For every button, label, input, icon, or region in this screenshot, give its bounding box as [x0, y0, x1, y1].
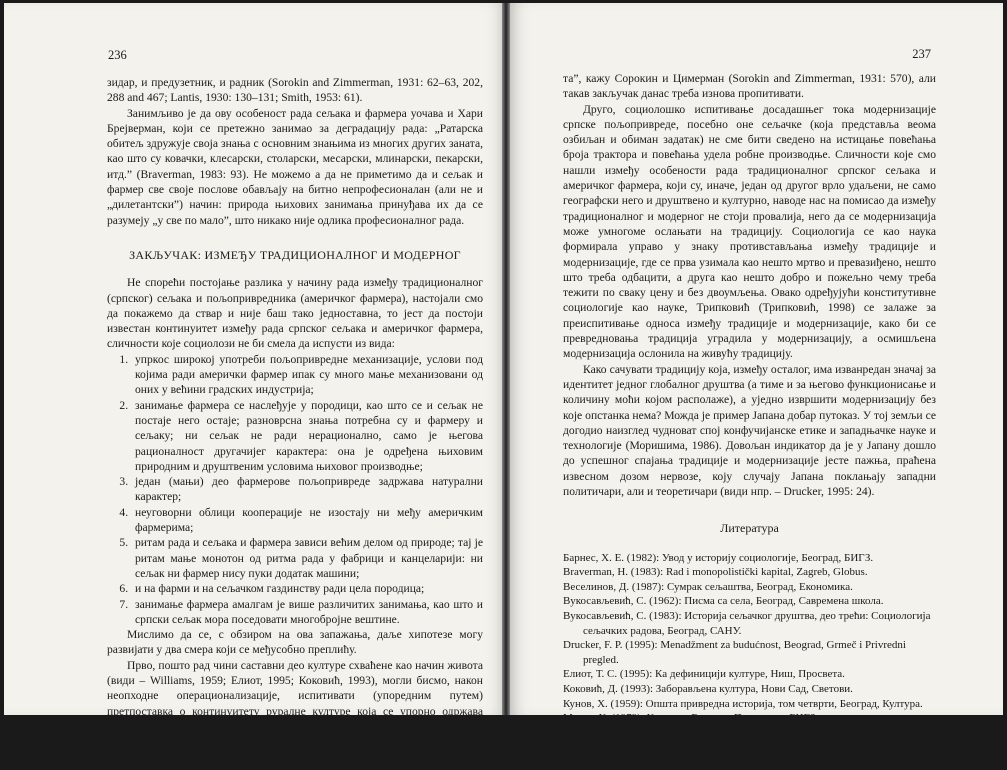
bibliography-entry: Милошевић, Б. (1997): Умеће рада, Нови Сад, Филозофски факултет. — [563, 741, 887, 754]
list-item: 7. занимање фармера амалгам је више различитих занимања, као што и српски сељак мора поседовати многобројне вештине. — [131, 597, 483, 628]
list-item: 4. неуговорни облици кооперације не изостају ни међу америчким фармерима; — [131, 505, 483, 536]
bibliography-entry: Вукосављевић, С. (1962): Писма са села, Београд, Савремена школа. — [563, 595, 884, 608]
list-item: 3. један (мањи) део фармерове пољопривреде задржава натурални карактер; — [131, 474, 483, 505]
paragraph: Мислимо да се, с обзиром на ова запажања, даље хипотезе могу развијати у два смера који се међусобно преплићу. — [107, 628, 483, 657]
paragraph: Како сачувати традицију која, између осталог, има изванредан значај за идентитет једног глобалног друштва (а тиме и за његово функционисање и количину моћи којом располаже), а уједно извршити модернизацију без које опстанка нема? Можда је пример Јапана добар путоказ. У тој земљи се догодио наизглед чудноват спој конфучијанске етике и западњачке науке и технологије (Моришима, 1986). Довољан индикатор да је у Јапану дошло до успешног спајања традиције и модернизације јесте пажња, праћена извесном дозом нервозе, коју случају Јапана поклањају западни политичари, али и теоретичари (види нпр. – Drucker, 1995: 24). — [563, 362, 936, 499]
right-page-text — [563, 71, 936, 770]
bibliography — [563, 551, 936, 770]
bibliography-entry: Мирковић, М. (1952): Сељаци у капитализму, Загреб, Матица хрватска. — [563, 755, 898, 768]
list-item: 5. ритам рада и сељака и фармера зависи већим делом од природе; тај је ритам мање монотон од ритма рада у фабрици и канцеларији: ни сељак ни фармер нису пуки додатак машини; — [131, 535, 483, 581]
page-number-right: 237 — [912, 47, 931, 61]
paragraph: Прво, пошто рад чини саставни део културе схваћене као начин живота (види – Williams, 1959; Елиот, 1995; Коковић, 1993), могли бисмо, након неопходне операционализације, испитивати (упоредним путем) претпоставка о континуитету руралне културе која се упорно одржава упркос настојању урбане културе да је у потпуности себи потчини, то јест да је „прогута”. „Пољопривреда представља вредност као начин живо- — [107, 658, 483, 749]
section-heading: ЗАКЉУЧАК: ИЗМЕЂУ ТРАДИЦИОНАЛНОГ И МОДЕРНОГ — [129, 247, 461, 262]
paragraph: Друго, социолошко испитивање досадашњег тока модернизације српске пољопривреде, посебно оне сељачке (која представља веома озбиљан и обиман задатак) не сме бити сведено на истицање повећања броја трактора и повећања удела робне производње. Сличности које смо нашли између особености рада традиционалног српског сељака и америчког фармера, који су, иначе, један од другог врло удаљени, не само географски него и друштвено и културно, наводе нас на помисао да између традиционалног и модерног не стоји провалија, него да се модернизација може умногоме ослањати на традицију. Социологија се као наука формирала управо у знаку противстављања између традиције и модернизације, где се прва узимала као нешто мртво и превазиђено, нешто што треба одбацити, а друга као нешто добро и пожељно чему треба тежити по сваку цену и без двоумљења. Овако одређујући конститутивне социологије као науке, Трипковић (Трипковић, 1998) се залаже за преиспитивање односа између традиције и модернизације, како би се превредновања традиција уградила у модернизацију, а осмишљена модернизација ослонила на живућу традицију. — [563, 102, 936, 361]
paragraph: Не спорећи постојање разлика у начину рада између традиционалног (српског) сељака и пољопривредника (америчког фармера), настојали смо да покажемо да ствар и није баш тако једноставна, то јест да постоји известан континуитет између рада српског сељака и америчког фармера, сличности које социолози не би смела да испусти из вида: — [107, 276, 483, 351]
literature-heading: Литература — [720, 521, 779, 536]
paragraph: Занимљиво је да ову особеност рада сељака и фармера уочава и Хари Брејверман, који се претежно занимао за деградацију рада: „Ратарска обитељ здружује своја знања с основним знањима из многих других заната, као што су ковачки, клесарски, столарски, месарски, млинарски, пекарски, итд.” (Braverman, 1983: 93). Не можемо а да не приметимо да и сељак и фармер све своје послове обављају на битно непрофесионалан (али не и „дилетантски”) начин: природа њихових занимања принуђава их да се разумеју „у све по мало”, што никако није одлика професионалног рада. — [107, 106, 483, 227]
bibliography-entry: Mendras, H. (1986): Seljačka društva, Zagreb, Globus. — [563, 726, 805, 739]
list-item: 6. и на фарми и на сељачком газдинству ради цела породица; — [131, 581, 483, 596]
bibliography-entry: Коковић, Д. (1993): Заборављена култура, Нови Сад, Светови. — [563, 682, 853, 695]
bibliography-entry: Braverman, H. (1983): Rad i monopolistički kapital, Zagreb, Globus. — [563, 566, 868, 579]
bibliography-entry: Drucker, F. P. (1995): Menadžment za budućnost, Beograd, Grmeč i Privredni pregled. — [563, 639, 906, 666]
bibliography-entry: Елиот, Т. С. (1995): Ка дефиницији културе, Ниш, Просвета. — [563, 668, 845, 681]
paragraph: зидар, и предузетник, и радник (Sorokin and Zimmerman, 1931: 62–63, 202, 288 and 467; Lantis, 1930: 130–131; Smith, 1953: 61). — [107, 76, 483, 105]
left-page-text — [107, 75, 483, 749]
book-gutter — [502, 3, 510, 715]
bibliography-entry: Веселинов, Д. (1987): Сумрак сељаштва, Београд, Економика. — [563, 580, 853, 593]
paragraph: та”, кажу Сорокин и Цимерман (Sorokin and Zimmerman, 1931: 570), али такав закључак данас треба изнова пропитивати. — [563, 72, 936, 101]
bibliography-entry: Кунов, Х. (1959): Општа привредна историја, том четврти, Београд, Култура. — [563, 697, 923, 710]
bibliography-entry: Вукосављевић, С. (1983): Историја сељачког друштва, део трећи: Социологија сељачких радова, Београд, САНУ. — [563, 609, 931, 637]
bibliography-entry: Маркс, К. (1979): Капитал, Београд, Просвета и БИГЗ. — [563, 712, 819, 725]
list-item: 1. упркос широкој употреби пољопривредне механизације, услови под којима ради амерички фармер ипак су много мање механизовани од оних у већини градских индустрија; — [131, 352, 483, 398]
page-number-left: 236 — [108, 48, 127, 62]
list-item: 2. занимање фармера се наслеђује у породици, као што се и сељак не постаје него остаје; разноврсна знања потребна су и фармеру и сељаку; ни сељак не ради нерационално, само је његова рационалност другачијег карактера: она је одређена њиховим природним и друштвеним условима њиховог производње; — [131, 398, 483, 474]
findings-list — [107, 352, 483, 627]
bibliography-entry: Барнес, Х. Е. (1982): Увод у историју социологије, Београд, БИГЗ. — [563, 551, 874, 564]
